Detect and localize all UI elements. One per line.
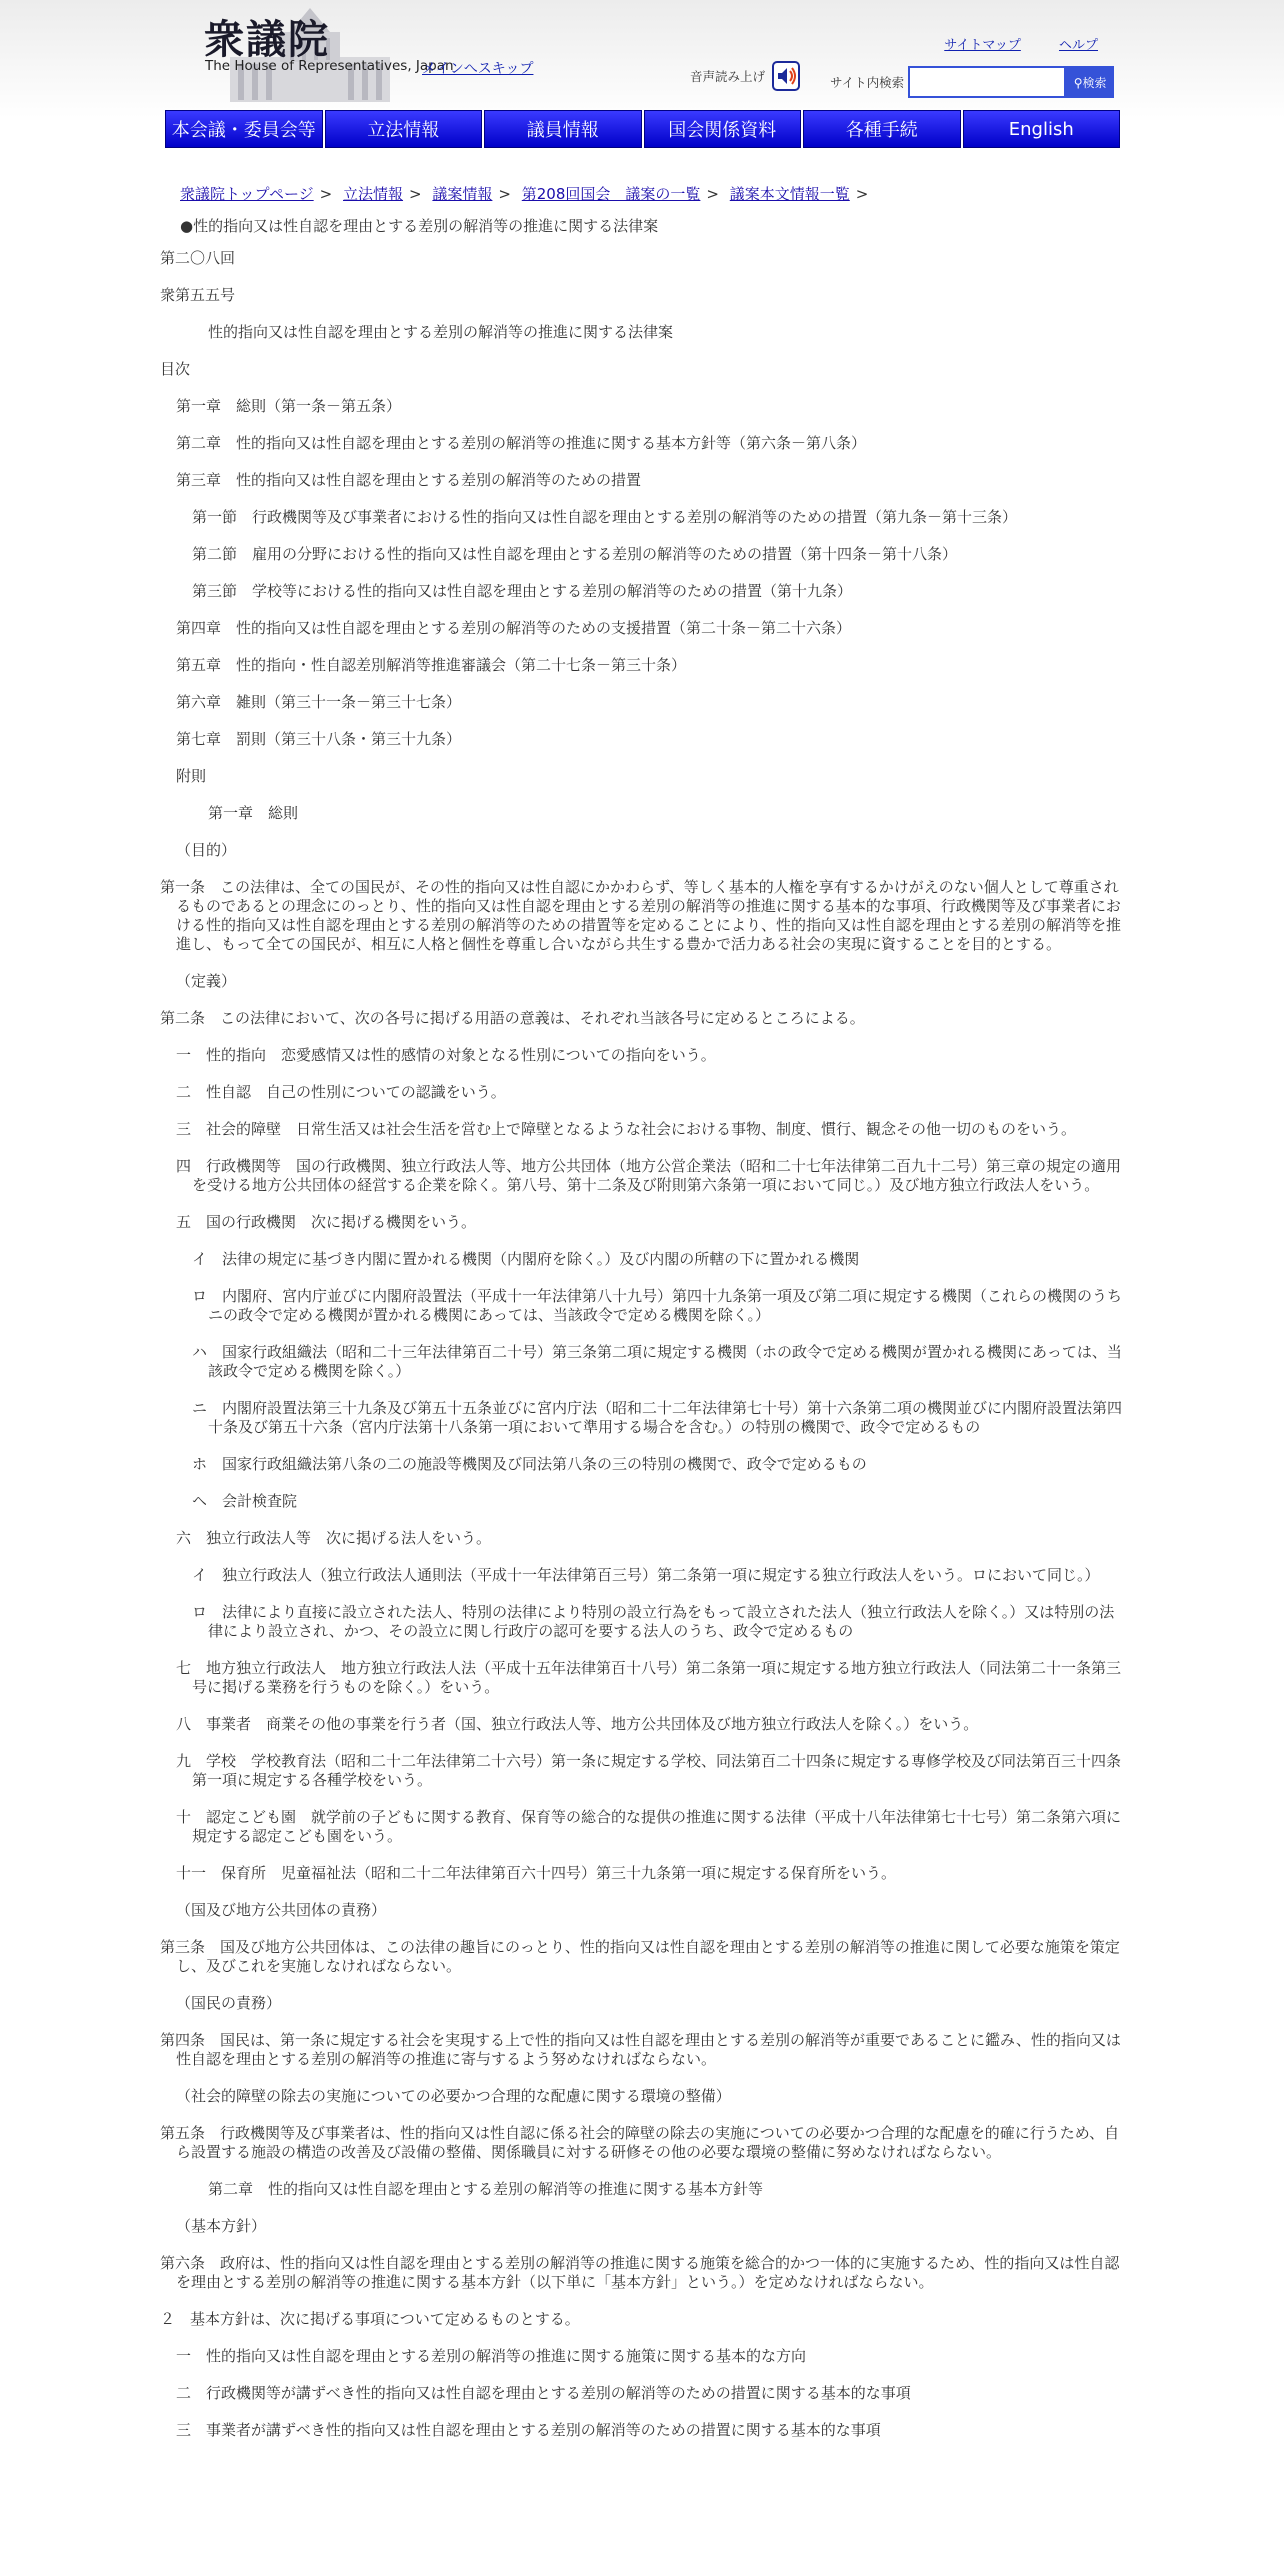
bill-paragraph: （基本方針） bbox=[176, 2217, 267, 2235]
bill-paragraph: 第一章 総則 bbox=[208, 804, 299, 822]
page-container bbox=[160, 0, 1124, 2439]
utility-links bbox=[910, 34, 1098, 53]
bill-paragraph: 二 行政機関等が講ずべき性的指向又は性自認を理由とする差別の解消等のための措置に関する基本的な事項 bbox=[176, 2384, 911, 2402]
voice-reader-label: 音声読み上げ bbox=[690, 69, 766, 84]
breadcrumb-legislation[interactable]: 立法情報 bbox=[343, 185, 404, 203]
bill-paragraph: （定義） bbox=[176, 972, 237, 990]
search-button-label: 検索 bbox=[1082, 75, 1107, 90]
bill-paragraph: 六 独立行政法人等 次に掲げる法人をいう。 bbox=[176, 1529, 492, 1547]
bill-paragraph: ハ 国家行政組織法（昭和二十三年法律第百二十号）第三条第二項に規定する機関（ホの政令で定める機関が置かれる機関にあっては、当該政令で定める機関を除く。） bbox=[192, 1343, 1122, 1380]
nav-members[interactable]: 議員情報 bbox=[484, 110, 642, 148]
bill-paragraph: 九 学校 学校教育法（昭和二十二年法律第二十六号）第一条に規定する学校、同法第百二十四条に規定する専修学校及び同法第百三十四条第一項に規定する各種学校をいう。 bbox=[176, 1752, 1122, 1789]
bill-paragraph: イ 独立行政法人（独立行政法人通則法（平成十一年法律第百三号）第二条第一項に規定する独立行政法人をいう。ロにおいて同じ。） bbox=[192, 1566, 1100, 1584]
search-label: サイト内検索 bbox=[830, 75, 905, 90]
speaker-icon bbox=[771, 60, 801, 92]
breadcrumb bbox=[180, 183, 874, 204]
search-input[interactable] bbox=[908, 66, 1066, 98]
bill-paragraph: 第六章 雑則（第三十一条－第三十七条） bbox=[176, 693, 462, 711]
bill-text bbox=[160, 249, 1124, 2458]
bill-paragraph: 第五条 行政機関等及び事業者は、性的指向又は性自認に係る社会的障壁の除去の実施についての必要かつ合理的な配慮を的確に行うため、自ら設置する施設の構造の改善及び設備の整備、関係職員に対する研修その他の必要な環境の整備に努めなければならない。 bbox=[160, 2124, 1120, 2161]
bill-paragraph: 第五章 性的指向・性自認差別解消等推進審議会（第二十七条－第三十条） bbox=[176, 656, 687, 674]
nav-documents[interactable]: 国会関係資料 bbox=[644, 110, 802, 148]
bill-paragraph: 第二章 性的指向又は性自認を理由とする差別の解消等の推進に関する基本方針等 bbox=[208, 2180, 764, 2198]
bill-paragraph: ホ 国家行政組織法第八条の二の施設等機関及び同法第八条の三の特別の機関で、政令で定めるもの bbox=[192, 1455, 867, 1473]
site-header bbox=[160, 0, 1124, 110]
bill-paragraph: 第三節 学校等における性的指向又は性自認を理由とする差別の解消等のための措置（第十九条） bbox=[192, 582, 853, 600]
main-nav bbox=[165, 110, 1120, 148]
help-link[interactable]: ヘルプ bbox=[1058, 38, 1098, 53]
bill-paragraph: 十 認定こども園 就学前の子どもに関する教育、保育等の総合的な提供の推進に関する法律（平成十八年法律第七十七号）第二条第六項に規定する認定こども園をいう。 bbox=[176, 1808, 1122, 1845]
bill-paragraph: 第三条 国及び地方公共団体は、この法律の趣旨にのっとり、性的指向又は性自認を理由とする差別の解消等の推進に関して必要な施策を策定し、及びこれを実施しなければならない。 bbox=[160, 1938, 1120, 1975]
breadcrumb-separator: > bbox=[855, 185, 869, 203]
bill-paragraph: 第二〇八回 bbox=[160, 249, 236, 267]
bill-paragraph: イ 法律の規定に基づき内閣に置かれる機関（内閣府を除く。）及び内閣の所轄の下に置かれる機関 bbox=[192, 1250, 860, 1268]
search-button[interactable] bbox=[1066, 66, 1114, 98]
bill-paragraph: 性的指向又は性自認を理由とする差別の解消等の推進に関する法律案 bbox=[208, 323, 674, 341]
breadcrumb-home[interactable]: 衆議院トップページ bbox=[180, 185, 314, 203]
bill-paragraph: 四 行政機関等 国の行政機関、独立行政法人等、地方公共団体（地方公営企業法（昭和二十七年法律第二百九十二号）第三章の規定の適用を受ける地方公共団体の経営する企業を除く。第八号、第十二条及び附則第六条第一項において同じ。）及び地方独立行政法人をいう。 bbox=[176, 1157, 1122, 1194]
breadcrumb-current: ●性的指向又は性自認を理由とする差別の解消等の推進に関する法律案 bbox=[180, 217, 659, 235]
bill-paragraph: 八 事業者 商業その他の事業を行う者（国、独立行政法人等、地方公共団体及び地方独立行政法人を除く。）をいう。 bbox=[176, 1715, 979, 1733]
bill-paragraph: 附則 bbox=[176, 767, 207, 785]
bill-paragraph: 第四条 国民は、第一条に規定する社会を実現する上で性的指向又は性自認を理由とする差別の解消等が重要であることに鑑み、性的指向又は性自認を理由とする差別の解消等の推進に寄与するよう努めなければならない。 bbox=[160, 2031, 1121, 2068]
bill-paragraph: 第二条 この法律において、次の各号に掲げる用語の意義は、それぞれ当該各号に定めるところによる。 bbox=[160, 1009, 865, 1027]
bill-paragraph: 第七章 罰則（第三十八条・第三十九条） bbox=[176, 730, 462, 748]
bill-paragraph: ２ 基本方針は、次に掲げる事項について定めるものとする。 bbox=[160, 2310, 580, 2328]
bill-paragraph: 三 社会的障壁 日常生活又は社会生活を営む上で障壁となるような社会における事物、制度、慣行、観念その他一切のものをいう。 bbox=[176, 1120, 1077, 1138]
bill-paragraph: 第二章 性的指向又は性自認を理由とする差別の解消等の推進に関する基本方針等（第六条－第八条） bbox=[176, 434, 867, 452]
bill-paragraph: 第三章 性的指向又は性自認を理由とする差別の解消等のための措置 bbox=[176, 471, 642, 489]
breadcrumb-bill-texts[interactable]: 議案本文情報一覧 bbox=[729, 185, 850, 203]
bill-paragraph: ロ 内閣府、宮内庁並びに内閣府設置法（平成十一年法律第八十九号）第四十九条第一項及び第二項に規定する機関（これらの機関のうちニの政令で定める機関が置かれる機関にあっては、当該政令で定める機関を除く。） bbox=[192, 1287, 1123, 1324]
nav-plenary[interactable]: 本会議・委員会等 bbox=[165, 110, 323, 148]
nav-procedures[interactable]: 各種手続 bbox=[803, 110, 961, 148]
bill-paragraph: 第一章 総則（第一条－第五条） bbox=[176, 397, 402, 415]
breadcrumb-separator: > bbox=[409, 185, 422, 203]
bill-paragraph: 二 性自認 自己の性別についての認識をいう。 bbox=[176, 1083, 506, 1101]
breadcrumb-separator: > bbox=[498, 185, 511, 203]
bill-paragraph: 七 地方独立行政法人 地方独立行政法人法（平成十五年法律第百十八号）第二条第一項に規定する地方独立行政法人（同法第二十一条第三号に掲げる業務を行うものを除く。）をいう。 bbox=[176, 1659, 1122, 1696]
search-icon: ⚲ bbox=[1073, 75, 1083, 90]
bill-paragraph: （国及び地方公共団体の責務） bbox=[176, 1901, 387, 1919]
bill-paragraph: 五 国の行政機関 次に掲げる機関をいう。 bbox=[176, 1213, 477, 1231]
nav-legislation[interactable]: 立法情報 bbox=[325, 110, 483, 148]
bill-paragraph: 三 事業者が講ずべき性的指向又は性自認を理由とする差別の解消等のための措置に関する基本的な事項 bbox=[176, 2421, 881, 2439]
bill-paragraph: 第六条 政府は、性的指向又は性自認を理由とする差別の解消等の推進に関する施策を総合的かつ一体的に実施するため、性的指向又は性自認を理由とする差別の解消等の推進に関する基本方針（以下単に「基本方針」という。）を定めなければならない。 bbox=[160, 2254, 1120, 2291]
bill-paragraph: （社会的障壁の除去の実施についての必要かつ合理的な配慮に関する環境の整備） bbox=[176, 2087, 731, 2105]
bill-paragraph: 十一 保育所 児童福祉法（昭和二十二年法律第百六十四号）第三十九条第一項に規定する保育所をいう。 bbox=[176, 1864, 897, 1882]
logo-kanji: 衆議院 bbox=[204, 16, 330, 63]
sitemap-link[interactable]: サイトマップ bbox=[944, 38, 1021, 53]
breadcrumb-bills[interactable]: 議案情報 bbox=[432, 185, 493, 203]
bill-paragraph: （国民の責務） bbox=[176, 1994, 282, 2012]
bill-paragraph: 第一条 この法律は、全ての国民が、その性的指向又は性自認にかかわらず、等しく基本的人権を享有するかけがえのない個人として尊重されるものであるとの理念にのっとり、性的指向又は性自認を理由とする差別の解消等の推進に関する基本的な事項、行政機関等及び事業者における性的指向又は性自認を理由とする差別の解消等のための措置等を定めることにより、性的指向又は性自認を理由とする差別の解消等を推進し、もって全ての国民が、相互に人格と個性を尊重し合いながら共生する豊かで活力ある社会の実現に資することを目的とする。 bbox=[160, 878, 1122, 953]
bill-paragraph: ロ 法律により直接に設立された法人、特別の法律により特別の設立行為をもって設立された法人（独立行政法人を除く。）又は特別の法律により設立され、かつ、その設立に関し行政庁の認可を要する法人のうち、政令で定めるもの bbox=[192, 1603, 1115, 1640]
site-logo[interactable] bbox=[180, 0, 454, 110]
bill-paragraph: （目的） bbox=[176, 841, 237, 859]
bill-paragraph: 第四章 性的指向又は性自認を理由とする差別の解消等のための支援措置（第二十条－第二十六条） bbox=[176, 619, 852, 637]
breadcrumb-session-bills[interactable]: 第208回国会 議案の一覧 bbox=[521, 185, 701, 203]
bill-paragraph: 第一節 行政機関等及び事業者における性的指向又は性自認を理由とする差別の解消等のための措置（第九条－第十三条） bbox=[192, 508, 1018, 526]
bill-paragraph: 一 性的指向 恋愛感情又は性的感情の対象となる性別についての指向をいう。 bbox=[176, 1046, 716, 1064]
breadcrumb-separator: > bbox=[706, 185, 719, 203]
site-search bbox=[830, 66, 1114, 98]
bill-paragraph: 目次 bbox=[160, 360, 191, 378]
bill-paragraph: 第二節 雇用の分野における性的指向又は性自認を理由とする差別の解消等のための措置（第十四条－第十八条） bbox=[192, 545, 958, 563]
bill-paragraph: 一 性的指向又は性自認を理由とする差別の解消等の推進に関する施策に関する基本的な方向 bbox=[176, 2347, 807, 2365]
skip-to-main-link[interactable]: メインへスキップ bbox=[422, 61, 534, 77]
voice-reader[interactable] bbox=[690, 60, 801, 92]
bill-paragraph: ニ 内閣府設置法第三十九条及び第五十五条並びに宮内庁法（昭和二十二年法律第七十号）第十六条第二項の機関並びに内閣府設置法第四十条及び第五十六条（宮内庁法第十八条第一項において準用する場合を含む。）の特別の機関で、政令で定めるもの bbox=[192, 1399, 1123, 1436]
breadcrumb-separator: > bbox=[319, 185, 333, 203]
nav-english[interactable]: English bbox=[963, 110, 1121, 148]
bill-paragraph: 衆第五五号 bbox=[160, 286, 236, 304]
bill-paragraph: ヘ 会計検査院 bbox=[192, 1492, 298, 1510]
logo-english: The House of Representatives, Japan bbox=[205, 58, 454, 74]
